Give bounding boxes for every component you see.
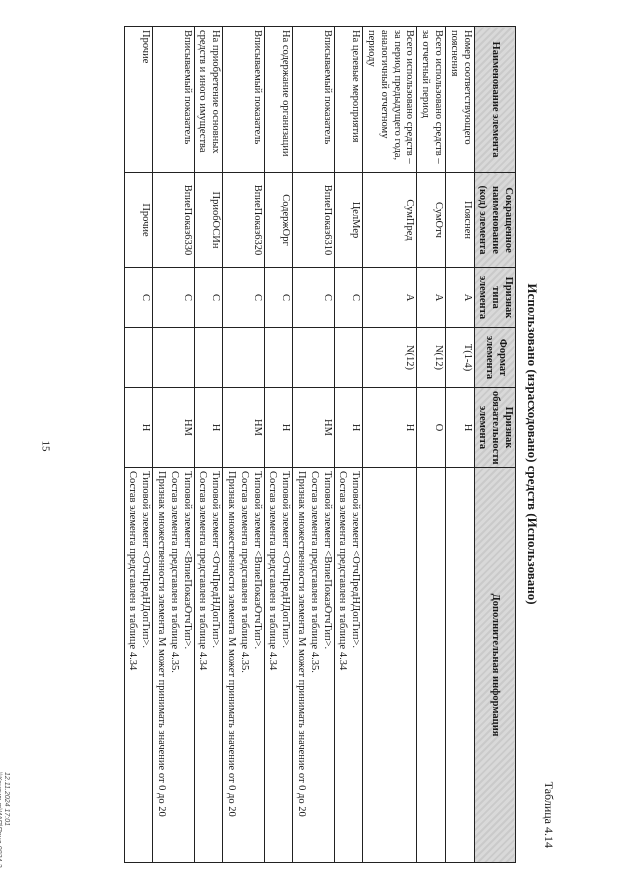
cell-code: ЦелМер <box>334 173 363 268</box>
cell-info <box>417 468 446 863</box>
cell-format <box>223 328 264 388</box>
info-line: Признак множественности элемента М может принимать значение от 0 до 20 <box>226 471 238 817</box>
page-number: 15 <box>39 440 52 452</box>
cell-name: Всего использовано средств – за отчетный период <box>417 27 446 173</box>
cell-info <box>363 468 417 863</box>
cell-type: С <box>124 268 153 328</box>
cell-info <box>153 468 194 863</box>
cell-format: N(12) <box>363 328 417 388</box>
cell-info <box>334 468 363 863</box>
table-row <box>417 27 446 863</box>
cell-name: На целевые мероприятия <box>334 27 363 173</box>
cell-format: T(1-4) <box>446 328 475 388</box>
cell-required: НМ <box>223 388 264 468</box>
cell-format <box>153 328 194 388</box>
cell-info <box>264 468 293 863</box>
col-header-format: Формат элемента <box>474 328 515 388</box>
cell-type: С <box>264 268 293 328</box>
cell-required: Н <box>124 388 153 468</box>
elements-table <box>124 26 516 863</box>
cell-type: С <box>223 268 264 328</box>
cell-info <box>124 468 153 863</box>
col-header-required: Признак обязательности элемента <box>474 388 515 468</box>
cell-required: Н <box>446 388 475 468</box>
cell-name: Вписываемый показатель <box>153 27 194 173</box>
cell-name: На содержание организации <box>264 27 293 173</box>
cell-format <box>264 328 293 388</box>
cell-required: Н <box>334 388 363 468</box>
header-row <box>474 27 515 863</box>
cell-code: ВпиеПоказ6330 <box>153 173 194 268</box>
rotated-document <box>0 26 560 862</box>
info-line: Состав элемента представлен в таблице 4.35. <box>168 471 180 673</box>
info-line: Типовой элемент <ОтчПредНДопТип>. <box>210 471 222 648</box>
cell-info <box>223 468 264 863</box>
cell-type: А <box>363 268 417 328</box>
cell-name: Вписываемый показатель <box>293 27 334 173</box>
cell-format <box>334 328 363 388</box>
info-line: Признак множественности элемента М может принимать значение от 0 до 20 <box>156 471 168 817</box>
cell-type: С <box>153 268 194 328</box>
info-line: Типовой элемент <ВпиеПоказОтчТип>. <box>321 471 333 650</box>
cell-type: А <box>417 268 446 328</box>
table-row <box>194 27 223 863</box>
table-row <box>446 27 475 863</box>
col-header-name: Наименование элемента <box>474 27 515 173</box>
cell-name: Прочие <box>124 27 153 173</box>
cell-code: СодержОрг <box>264 173 293 268</box>
info-line: Типовой элемент <ОтчПредНДопТип>. <box>280 471 292 648</box>
cell-required: НМ <box>293 388 334 468</box>
table-row <box>124 27 153 863</box>
table-row <box>293 27 334 863</box>
info-line: Состав элемента представлен в таблице 4.34 <box>267 471 279 671</box>
cell-format <box>293 328 334 388</box>
col-header-info: Дополнительная информация <box>474 468 515 863</box>
cell-name: На приобретение основных средств и иного имущества <box>194 27 223 173</box>
cell-info <box>446 468 475 863</box>
cell-info <box>293 468 334 863</box>
cell-required: О <box>417 388 446 468</box>
table-label: Таблица 4.14 <box>542 781 556 848</box>
info-line: Признак множественности элемента М может принимать значение от 0 до 20 <box>296 471 308 817</box>
cell-required: НМ <box>153 388 194 468</box>
cell-required: Н <box>264 388 293 468</box>
table-title: Использовано (израсходовано) средств (Использовано) <box>525 283 540 605</box>
cell-format <box>124 328 153 388</box>
cell-required: Н <box>194 388 223 468</box>
table-row <box>334 27 363 863</box>
cell-name: Номер соответствующего пояснения <box>446 27 475 173</box>
info-line: Типовой элемент <ВпиеПоказОтчТип>. <box>181 471 193 650</box>
cell-code: ВпиеПоказ6320 <box>223 173 264 268</box>
stamp-date: 12.11.2024 17:01 <box>3 772 10 826</box>
info-line: Типовой элемент <ОтчПредНДопТип>. <box>140 471 152 648</box>
cell-code: СумОтч <box>417 173 446 268</box>
cell-type: С <box>334 268 363 328</box>
cell-code: Прочие <box>124 173 153 268</box>
info-line: Состав элемента представлен в таблице 4.35. <box>238 471 250 673</box>
info-line: Состав элемента представлен в таблице 4.35. <box>308 471 320 673</box>
cell-format <box>194 328 223 388</box>
print-stamp <box>0 772 10 882</box>
info-line: Типовой элемент <ОтчПредНДопТип>. <box>350 471 362 648</box>
cell-code: СумПред <box>363 173 417 268</box>
info-line: Состав элемента представлен в таблице 4.34 <box>337 471 349 671</box>
col-header-type: Признак типа элемента <box>474 268 515 328</box>
table-row <box>223 27 264 863</box>
cell-code: ВпиеПоказ6310 <box>293 173 334 268</box>
cell-type: С <box>194 268 223 328</box>
cell-info <box>194 468 223 863</box>
cell-code: ПриобОСИн <box>194 173 223 268</box>
cell-type: С <box>293 268 334 328</box>
cell-code: Пояснен <box>446 173 475 268</box>
cell-name: Всего использовано средств – за период предыдущего года, аналогичный отчетному периоду <box>363 27 417 173</box>
stamp-path <box>0 772 2 882</box>
table-row <box>264 27 293 863</box>
cell-name: Вписываемый показатель <box>223 27 264 173</box>
cell-format: N(12) <box>417 328 446 388</box>
cell-type: А <box>446 268 475 328</box>
info-line: Состав элемента представлен в таблице 4.34 <box>127 471 139 671</box>
col-header-code: Сокращенное наименование (код) элемента <box>474 173 515 268</box>
cell-required: Н <box>363 388 417 468</box>
table-row <box>363 27 417 863</box>
info-line: Состав элемента представлен в таблице 4.34 <box>197 471 209 671</box>
info-line: Типовой элемент <ВпиеПоказОтчТип>. <box>251 471 263 650</box>
table-row <box>153 27 194 863</box>
